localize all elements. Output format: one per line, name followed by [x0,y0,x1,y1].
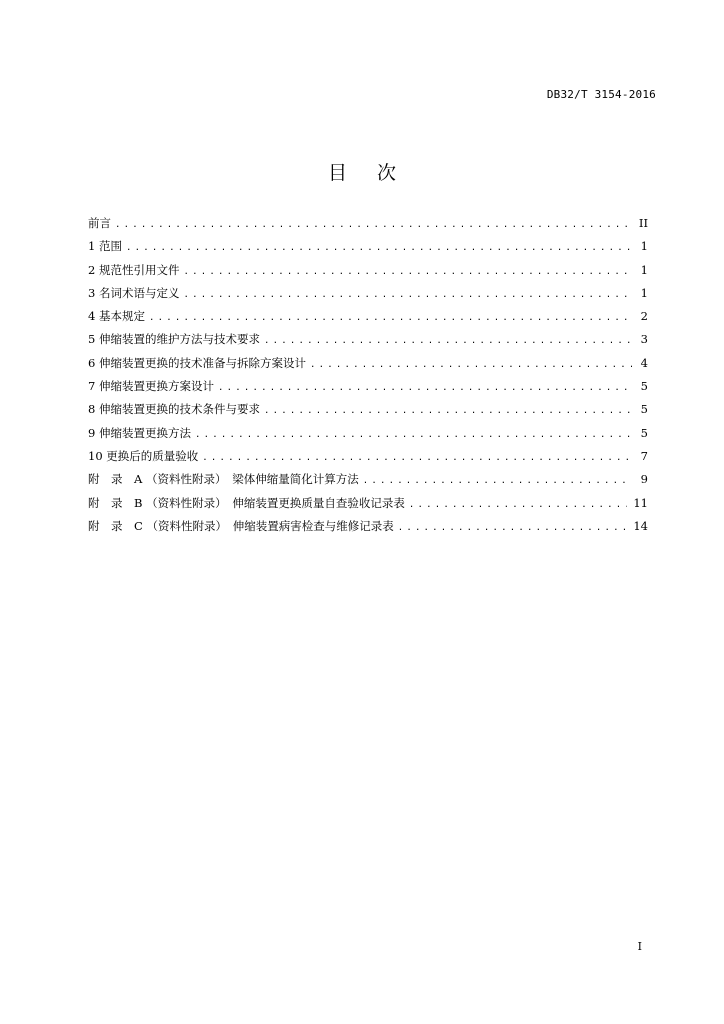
toc-entry-page: 7 [640,448,648,463]
toc-entry-label: 6 伸缩装置更换的技术准备与拆除方案设计 [88,355,306,370]
toc-entry-page: 5 [640,425,648,440]
toc-entry-page: 3 [640,332,648,347]
page-number: I [637,940,642,953]
toc-leader-dots [126,243,632,253]
toc-entry-label: 4 基本规定 [88,309,145,324]
toc-entry-label: 8 伸缩装置更换的技术条件与要求 [88,402,260,417]
toc-entry-page: 1 [640,239,648,254]
toc-entry-label: 10 更换后的质量验收 [88,448,199,463]
toc-entry-3[interactable] [88,285,648,308]
toc-leader-dots [264,406,632,416]
toc-entry-label: 7 伸缩装置更换方案设计 [88,379,214,394]
toc-entry-1[interactable] [88,238,648,261]
toc-entry-page: 1 [640,285,648,300]
toc-leader-dots [115,220,632,230]
toc-entry-foreword[interactable] [88,215,648,238]
toc-leader-dots [149,313,632,323]
toc-leader-dots [183,290,632,300]
toc-leader-dots [398,523,628,533]
toc-entry-label: 1 范围 [88,239,122,254]
toc-entry-label: 2 规范性引用文件 [88,262,180,277]
toc-entry-9[interactable] [88,425,648,448]
toc-leader-dots [183,267,632,277]
page-title [0,158,724,185]
toc-entry-label: 5 伸缩装置的维护方法与技术要求 [88,332,260,347]
toc-leader-dots [264,336,632,346]
toc-entry-4[interactable] [88,308,648,331]
toc-leader-dots [363,476,632,486]
toc-entry-label: 9 伸缩装置更换方法 [88,425,191,440]
toc-entry-5[interactable] [88,331,648,354]
toc-entry-label: 3 名词术语与定义 [88,285,180,300]
toc-entry-page: 4 [640,355,648,370]
toc-entry-10[interactable] [88,448,648,471]
toc-entry-6[interactable] [88,355,648,378]
toc-leader-dots [409,500,628,510]
toc-entry-page: 9 [640,472,648,487]
toc-leader-dots [195,430,632,440]
toc-entry-appendix-c[interactable] [88,518,648,541]
toc-entry-page: 1 [640,262,648,277]
toc-entry-page: 5 [640,379,648,394]
toc-entry-label: 前言 [88,216,111,230]
toc-entry-8[interactable] [88,401,648,424]
table-of-contents [88,215,648,541]
toc-entry-appendix-a[interactable] [88,471,648,494]
toc-entry-page: II [638,216,648,230]
toc-entry-2[interactable] [88,262,648,285]
toc-entry-page: 11 [633,495,648,510]
toc-leader-dots [202,453,632,463]
toc-entry-appendix-b[interactable] [88,495,648,518]
toc-entry-label: 附 录 C （资料性附录） 伸缩装置病害检查与维修记录表 [88,518,394,533]
toc-entry-label: 附 录 B （资料性附录） 伸缩装置更换质量自查验收记录表 [88,495,405,510]
title-char-1: 目 [327,162,347,184]
toc-leader-dots [310,360,632,370]
toc-entry-label: 附 录 A （资料性附录） 梁体伸缩量简化计算方法 [88,472,359,487]
toc-entry-page: 5 [640,402,648,417]
toc-entry-page: 2 [640,309,648,324]
toc-entry-page: 14 [633,518,648,533]
title-char-2: 次 [377,162,397,184]
standard-code: DB32/T 3154-2016 [546,88,656,101]
toc-leader-dots [218,383,632,393]
toc-entry-7[interactable] [88,378,648,401]
